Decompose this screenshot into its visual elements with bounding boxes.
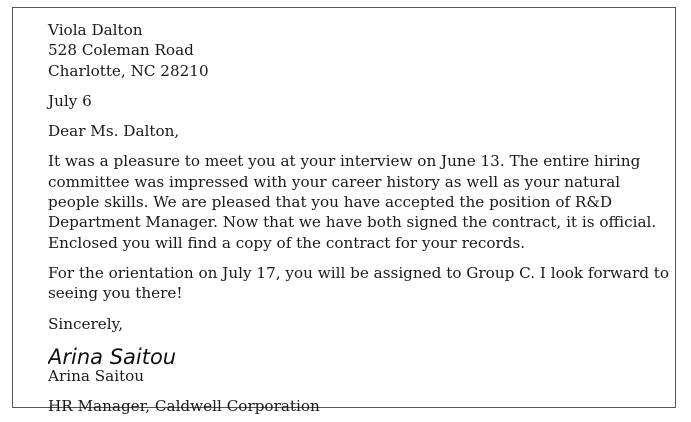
signature-script: Arina Saitou: [48, 344, 177, 369]
closing: Sincerely,: [48, 314, 124, 333]
handwritten-signature: [48, 344, 673, 369]
address-street: 528 Coleman Road: [48, 41, 194, 60]
address-city-state-zip: Charlotte, NC 28210: [48, 61, 209, 80]
address-block: [48, 20, 673, 81]
body-paragraph-2: [48, 263, 673, 304]
letter-body: [48, 20, 673, 416]
paragraph-text: For the orientation on July 17, you will be assigned to Group C. I look forward to seeing you there!: [48, 263, 670, 303]
signer-printed-name: Arina Saitou: [48, 366, 145, 385]
body-paragraph-1: [48, 151, 673, 252]
letter-frame: [12, 7, 676, 416]
salutation: Dear Ms. Dalton,: [48, 122, 180, 141]
signer-title: HR Manager, Caldwell Corporation: [48, 397, 320, 416]
address-name: Viola Dalton: [48, 21, 143, 39]
paragraph-text: It was a pleasure to meet you at your interview on June 13. The entire hiring committee was impressed with your career history as well as your natural people skills. We are pleased that you have accepted the position of R&D Department Manager. Now that we have both signed the contract, it is official. Enclosed you will find a copy of the contract for your records.: [48, 152, 657, 252]
letter-date: July 6: [48, 91, 92, 110]
